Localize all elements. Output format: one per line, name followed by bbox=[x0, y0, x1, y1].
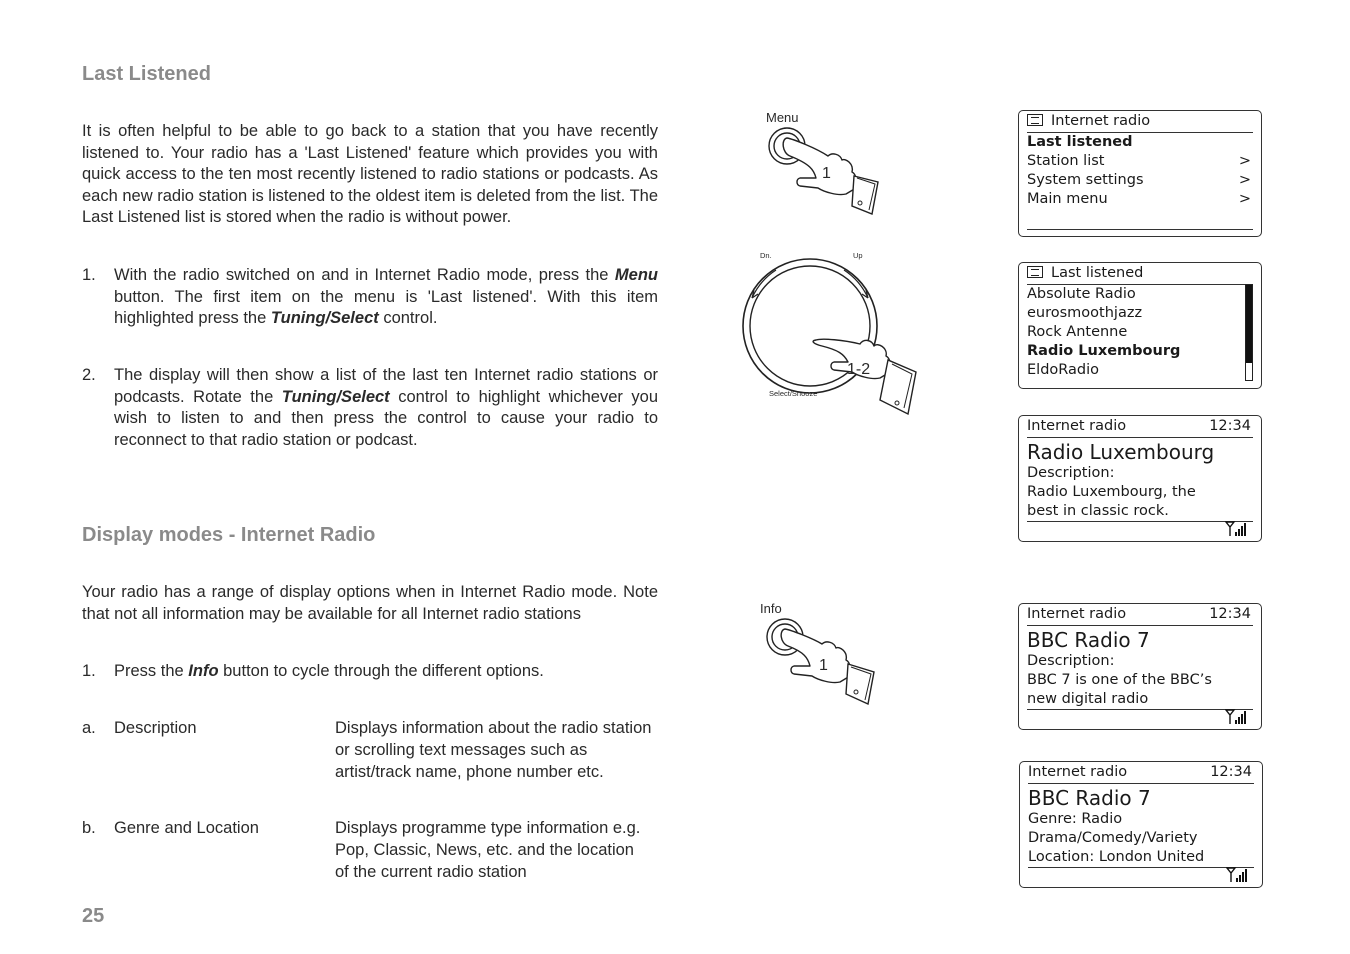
pointing-hand-icon bbox=[752, 600, 882, 710]
step-number-label: 1 bbox=[822, 165, 831, 182]
step-number-label: 1-2 bbox=[847, 361, 871, 378]
step-number: 1. bbox=[82, 662, 96, 680]
step-text: With the radio switched on and in Internet Radio mode, press the Menu button. The first item on the menu is 'Last listened'. With this item highlighted press the Tuning/Select control. bbox=[114, 266, 658, 328]
menu-icon bbox=[1027, 114, 1043, 126]
menu-item-main-menu[interactable]: Main menu > bbox=[1027, 191, 1251, 207]
lcd-clock: 12:34 bbox=[1210, 764, 1252, 780]
dial-up-label: Up bbox=[853, 251, 863, 260]
info-line-3: Location: London United bbox=[1028, 849, 1205, 865]
menu-item-station-list[interactable]: Station list > bbox=[1027, 153, 1251, 169]
page-number: 25 bbox=[82, 905, 105, 927]
signal-strength-icon bbox=[1225, 521, 1249, 537]
info-button-illustration bbox=[752, 600, 882, 710]
chevron-right-icon: > bbox=[1238, 191, 1251, 207]
step-number: 1. bbox=[82, 266, 96, 284]
info-line-2: Drama/Comedy/Variety bbox=[1028, 830, 1198, 846]
menu-item-system-settings[interactable]: System settings > bbox=[1027, 172, 1251, 188]
station-name: BBC Radio 7 bbox=[1027, 628, 1150, 652]
step-number-label: 1 bbox=[819, 657, 828, 674]
step-1 bbox=[82, 265, 658, 330]
chevron-right-icon: > bbox=[1238, 153, 1251, 169]
lcd-title: Last listened bbox=[1019, 264, 1251, 283]
station-item[interactable]: eurosmoothjazz bbox=[1027, 305, 1143, 321]
lcd-title: Internet radio bbox=[1019, 112, 1251, 131]
info-button-label: Info bbox=[760, 601, 782, 616]
station-item-selected[interactable]: Radio Luxembourg bbox=[1027, 343, 1181, 359]
step-text: Press the Info button to cycle through the different options. bbox=[114, 662, 544, 680]
info-line-1: Description: bbox=[1027, 653, 1115, 669]
mode-description: Displays information about the radio station or scrolling text messages such as artist/track name, phone number etc. bbox=[335, 719, 652, 781]
lcd-now-playing-description bbox=[1018, 603, 1262, 730]
station-item[interactable]: EldoRadio bbox=[1027, 362, 1100, 378]
lcd-internet-radio-menu bbox=[1018, 110, 1262, 237]
display-step-1 bbox=[82, 661, 658, 683]
menu-button-label: Menu bbox=[766, 110, 799, 125]
section-title-display-modes: Display modes - Internet Radio bbox=[82, 524, 376, 546]
menu-item-last-listened[interactable]: Last listened bbox=[1027, 134, 1133, 150]
info-line-1: Description: bbox=[1027, 465, 1115, 481]
info-line-3: new digital radio bbox=[1027, 691, 1149, 707]
section-title-last-listened: Last Listened bbox=[82, 63, 211, 85]
step-2 bbox=[82, 365, 658, 451]
lcd-now-playing-genre-location bbox=[1019, 761, 1263, 888]
station-item[interactable]: Absolute Radio bbox=[1027, 286, 1136, 302]
lcd-now-playing-radio-luxembourg bbox=[1018, 415, 1262, 542]
chevron-right-icon: > bbox=[1238, 172, 1251, 188]
info-line-3: best in classic rock. bbox=[1027, 503, 1169, 519]
station-name: Radio Luxembourg bbox=[1027, 440, 1215, 464]
step-number: 2. bbox=[82, 366, 96, 384]
mode-name: Genre and Location bbox=[114, 819, 259, 837]
info-line-2: Radio Luxembourg, the bbox=[1027, 484, 1196, 500]
menu-button-illustration bbox=[760, 108, 890, 218]
lcd-header: Internet radio 12:34 bbox=[1028, 764, 1252, 780]
station-item[interactable]: Rock Antenne bbox=[1027, 324, 1128, 340]
dial-select-label: Select/Snooze bbox=[769, 389, 818, 398]
lcd-clock: 12:34 bbox=[1209, 418, 1251, 434]
tuning-dial-illustration bbox=[740, 248, 930, 418]
pointing-hand-icon bbox=[760, 108, 890, 218]
mode-description: Displays programme type information e.g. Pop, Classic, News, etc. and the location of the current radio station bbox=[335, 819, 641, 881]
lcd-scrollbar bbox=[1245, 284, 1253, 381]
signal-strength-icon bbox=[1226, 867, 1250, 883]
mode-letter: b. bbox=[82, 819, 96, 837]
lcd-clock: 12:34 bbox=[1209, 606, 1251, 622]
lcd-header: Internet radio 12:34 bbox=[1027, 418, 1251, 434]
display-modes-intro: Your radio has a range of display options when in Internet Radio mode. Note that not all information may be available for all Internet radio stations bbox=[82, 583, 658, 623]
lcd-last-listened-list bbox=[1018, 262, 1262, 389]
info-line-2: BBC 7 is one of the BBC’s bbox=[1027, 672, 1212, 688]
lcd-header: Internet radio 12:34 bbox=[1027, 606, 1251, 622]
signal-strength-icon bbox=[1225, 709, 1249, 725]
last-listened-intro: It is often helpful to be able to go back to a station that you have recently listened to. Your radio has a 'Last Listened' feature which provides you with quick access to the ten most recently listened to radio stations or podcasts. As each new radio station is listened to the oldest item is deleted from the list. The Last Listened list is stored when the radio is without power. bbox=[82, 122, 658, 227]
info-line-1: Genre: Radio bbox=[1028, 811, 1123, 827]
mode-letter: a. bbox=[82, 719, 96, 737]
dial-down-label: Dn. bbox=[760, 251, 772, 260]
station-name: BBC Radio 7 bbox=[1028, 786, 1151, 810]
step-text: The display will then show a list of the last ten Internet radio stations or podcasts. Rotate the Tuning/Select control to highlight whichever you wish to listen to and then press the control to cause your radio to reconnect to that radio station or podcast. bbox=[114, 366, 658, 449]
mode-name: Description bbox=[114, 719, 197, 737]
menu-icon bbox=[1027, 266, 1043, 278]
